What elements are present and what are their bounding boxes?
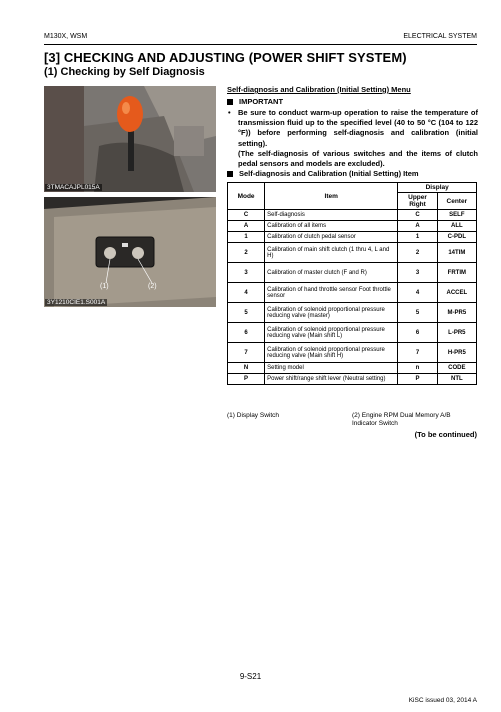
center-cell: SELF [437,210,476,221]
section-title: [3] CHECKING AND ADJUSTING (POWER SHIFT SYSTEM) [44,50,407,65]
photo-code-2: 3Y1210CIE1.S001A [47,299,106,306]
item-cell: Calibration of clutch pedal sensor [265,232,398,243]
mode-cell: N [228,363,265,374]
mode-cell: 2 [228,243,265,263]
diagnosis-table [227,182,477,385]
table-row [228,232,477,243]
mode-cell: 5 [228,303,265,323]
center-cell: FRTIM [437,263,476,283]
col-upper-right: Upper Right [398,193,437,210]
upper-right-cell: 5 [398,303,437,323]
continued-note: (To be continued) [414,430,477,439]
header-rule [44,44,477,45]
col-mode: Mode [228,183,265,210]
upper-right-cell: 1 [398,232,437,243]
item-cell: Calibration of hand throttle sensor Foot throttle sensor [265,283,398,303]
item-cell: Self-diagnosis [265,210,398,221]
square-bullet-icon [227,171,233,177]
important-text: • Be sure to conduct warm-up operation to raise the temperature of transmission fluid up to the specified level (40 to 50 °C (104 to 122 °F)) before performing self-diagnosis and calibration (initial setting). [228,108,478,148]
square-bullet-icon [227,99,233,105]
header-model: M130X, WSM [44,33,88,40]
header-section: ELECTRICAL SYSTEM [403,33,477,40]
subsection-title: (1) Checking by Self Diagnosis [44,66,205,78]
item-cell: Calibration of main shift clutch (1 thru 4, L and H) [265,243,398,263]
center-cell: CODE [437,363,476,374]
upper-right-cell: 7 [398,343,437,363]
upper-right-cell: A [398,221,437,232]
switch-panel-photo [44,197,216,307]
important-heading: IMPORTANT [227,97,283,106]
item-cell: Calibration of solenoid proportional pressure reducing valve (Main shift H) [265,343,398,363]
callout-2: (2) [148,283,157,290]
page-number: 9-S21 [239,672,262,681]
table-row [228,221,477,232]
callout-1: (1) [100,283,109,290]
important-body [228,108,478,169]
upper-right-cell: 4 [398,283,437,303]
item-cell: Calibration of all items [265,221,398,232]
upper-right-cell: P [398,374,437,385]
item-cell: Power shift/range shift lever (Neutral setting) [265,374,398,385]
mode-cell: 1 [228,232,265,243]
center-cell: ALL [437,221,476,232]
item-cell: Calibration of solenoid proportional pressure reducing valve (Main shift L) [265,323,398,343]
upper-right-cell: 6 [398,323,437,343]
mode-cell: 3 [228,263,265,283]
center-cell: L-PR5 [437,323,476,343]
upper-right-cell: 3 [398,263,437,283]
center-cell: H-PR5 [437,343,476,363]
item-cell: Calibration of solenoid proportional pressure reducing valve (master) [265,303,398,323]
table-row [228,263,477,283]
switch-panel-illustration [44,197,216,307]
center-cell: 14TIM [437,243,476,263]
center-cell: NTL [437,374,476,385]
photo-code-1: 3TMACAJPL015A [47,184,100,191]
table-row [228,374,477,385]
table-row [228,210,477,221]
table-row [228,243,477,263]
table-row [228,283,477,303]
important-note: (The self-diagnosis of various switches and the items of clutch pedal sensors and models are excluded). [238,148,478,169]
footnote-1: (1) Display Switch [227,412,280,419]
item-cell: Setting model [265,363,398,374]
shift-lever-photo [44,86,216,192]
upper-right-cell: C [398,210,437,221]
mode-cell: 6 [228,323,265,343]
mode-cell: C [228,210,265,221]
item-cell: Calibration of master clutch (F and R) [265,263,398,283]
table-row [228,343,477,363]
table-row [228,323,477,343]
upper-right-cell: 2 [398,243,437,263]
footnote-2: (2) Engine RPM Dual Memory A/B Indicator Switch [352,412,451,427]
mode-cell: 7 [228,343,265,363]
menu-title: Self-diagnosis and Calibration (Initial Setting) Menu [227,85,411,94]
col-display: Display [398,183,477,193]
center-cell: M-PR5 [437,303,476,323]
col-item: Item [265,183,398,210]
table-row [228,363,477,374]
upper-right-cell: n [398,363,437,374]
table-heading: Self-diagnosis and Calibration (Initial Setting) Item [227,169,419,178]
mode-cell: P [228,374,265,385]
shift-lever-illustration [44,86,216,192]
issued-note: KiSC issued 03, 2014 A [408,697,477,704]
center-cell: C-PDL [437,232,476,243]
mode-cell: 4 [228,283,265,303]
table-row [228,303,477,323]
col-center: Center [437,193,476,210]
mode-cell: A [228,221,265,232]
center-cell: ACCEL [437,283,476,303]
